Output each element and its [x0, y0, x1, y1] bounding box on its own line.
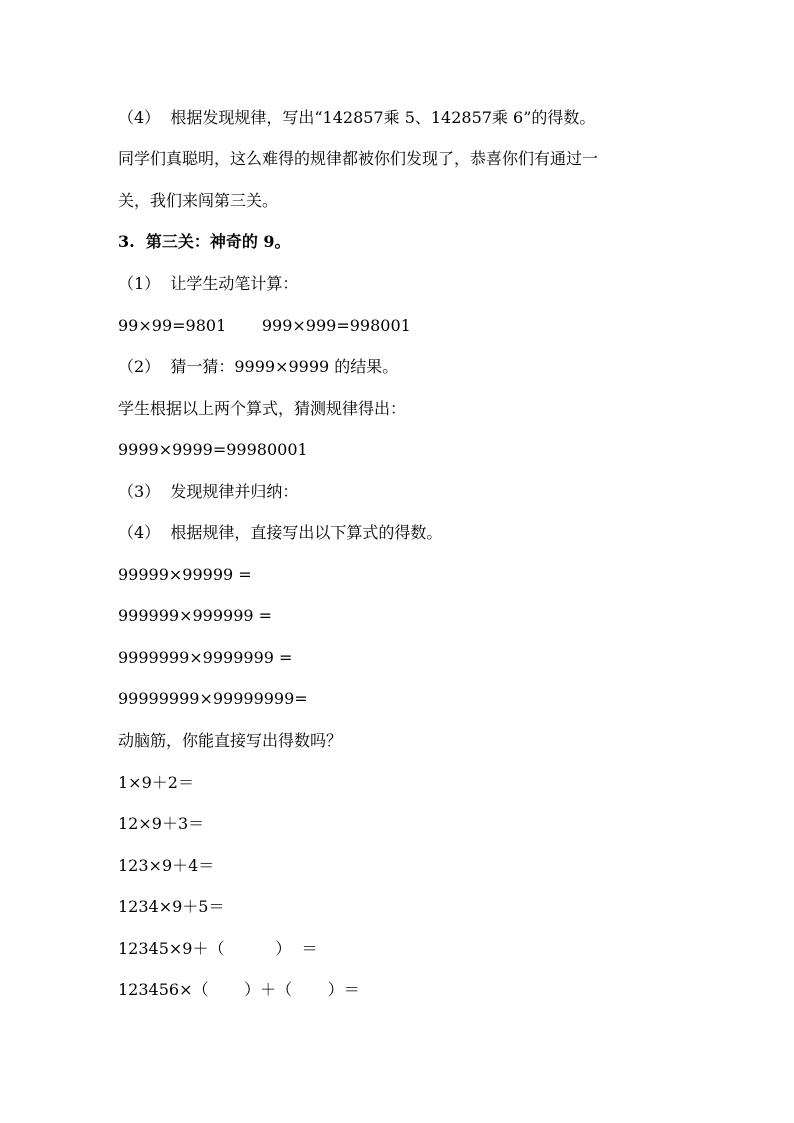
text-line-step2: （2） 猜一猜：9999×9999 的结果。	[118, 357, 399, 376]
exercise-line-1: 99999×99999 =	[118, 565, 252, 584]
exercise-line-7: 123×9＋4＝	[118, 856, 215, 875]
equation-line-1: 99×99=9801 999×999=998001	[118, 316, 411, 335]
text-line-step4-pattern: （4） 根据发现规律，写出“142857乘 5、142857乘 6”的得数。	[118, 108, 596, 127]
text-line-praise-1: 同学们真聪明，这么难得的规律都被你们发现了，恭喜你们有通过一	[118, 149, 599, 168]
exercise-line-5: 1×9＋2＝	[118, 773, 194, 792]
text-line-guess: 学生根据以上两个算式，猜测规律得出：	[118, 399, 407, 418]
exercise-line-6: 12×9＋3＝	[118, 814, 205, 833]
text-line-brain-teaser: 动脑筋，你能直接写出得数吗？	[118, 731, 343, 750]
section-heading-level3: 3. 第三关：神奇的 9。	[118, 232, 291, 251]
equation-line-2: 9999×9999=99980001	[118, 440, 308, 459]
text-line-praise-2: 关，我们来闯第三关。	[118, 191, 279, 210]
exercise-line-9: 12345×9＋（ ） ＝	[118, 939, 318, 958]
exercise-line-8: 1234×9＋5＝	[118, 897, 225, 916]
text-line-step1: （1） 让学生动笔计算：	[118, 274, 299, 293]
text-line-step4: （4） 根据规律，直接写出以下算式的得数。	[118, 523, 443, 542]
exercise-line-10: 123456×（ ）＋（ ）＝	[118, 980, 360, 999]
exercise-line-4: 99999999×99999999=	[118, 689, 308, 708]
exercise-line-2: 999999×999999 =	[118, 606, 273, 625]
text-line-step3: （3） 发现规律并归纳：	[118, 482, 299, 501]
exercise-line-3: 9999999×9999999 =	[118, 648, 293, 667]
